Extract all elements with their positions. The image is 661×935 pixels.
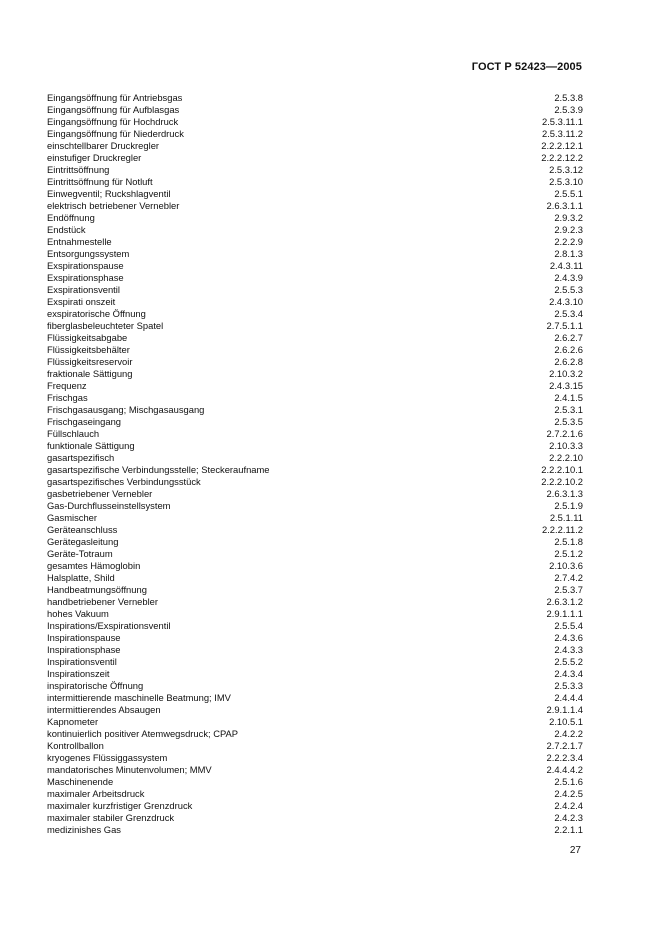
index-term: Entsorgungssystem <box>47 248 130 259</box>
index-term: Halsplatte, Shild <box>47 572 115 583</box>
index-reference: 2.2.2.10.2 <box>541 476 583 487</box>
index-reference: 2.2.2.12.1 <box>541 140 583 151</box>
index-entry <box>47 272 583 284</box>
index-entry <box>47 176 583 188</box>
index-reference: 2.4.4.4 <box>554 692 583 703</box>
index-reference: 2.5.1.8 <box>554 536 583 547</box>
index-reference: 2.5.5.1 <box>554 188 583 199</box>
index-entry <box>47 512 583 524</box>
index-entry <box>47 608 583 620</box>
index-term: Exspirationsventil <box>47 284 120 295</box>
index-entry <box>47 656 583 668</box>
index-reference: 2.10.5.1 <box>549 716 583 727</box>
index-entry <box>47 164 583 176</box>
index-reference: 2.4.2.3 <box>554 812 583 823</box>
index-reference: 2.5.5.3 <box>554 284 583 295</box>
index-entry <box>47 356 583 368</box>
index-entry <box>47 488 583 500</box>
index-entry <box>47 824 583 836</box>
index-reference: 2.6.3.1.2 <box>546 596 583 607</box>
index-term: Gerätegasleitung <box>47 536 119 547</box>
index-term: elektrisch betriebener Vernebler <box>47 200 180 211</box>
index-term: gasartspezifisches Verbindungsstück <box>47 476 201 487</box>
index-reference: 2.4.3.6 <box>554 632 583 643</box>
index-reference: 2.5.3.7 <box>554 584 583 595</box>
index-term: Inspirations/Exspirationsventil <box>47 620 171 631</box>
index-term: Endöffnung <box>47 212 95 223</box>
index-entry <box>47 668 583 680</box>
index-reference: 2.5.5.4 <box>554 620 583 631</box>
index-reference: 2.5.3.10 <box>549 176 583 187</box>
index-entry <box>47 728 583 740</box>
index-term: Eintrittsöffnung für Notluft <box>47 176 153 187</box>
index-entry <box>47 740 583 752</box>
index-term: Flüssigkeitsbehälter <box>47 344 130 355</box>
index-reference: 2.9.1.1.1 <box>546 608 583 619</box>
index-reference: 2.2.2.3.4 <box>546 752 583 763</box>
index-term: Gas-Durchflusseinstellsystem <box>47 500 171 511</box>
index-reference: 2.5.3.4 <box>554 308 583 319</box>
index-term: Frequenz <box>47 380 87 391</box>
index-reference: 2.7.4.2 <box>554 572 583 583</box>
index-entry <box>47 188 583 200</box>
index-reference: 2.2.2.11.2 <box>541 524 583 535</box>
index-reference: 2.5.3.8 <box>554 92 583 103</box>
index-entry <box>47 344 583 356</box>
index-term: exspiratorische Öffnung <box>47 308 146 319</box>
index-reference: 2.6.2.6 <box>554 344 583 355</box>
index-reference: 2.9.3.2 <box>554 212 583 223</box>
index-entry <box>47 200 583 212</box>
index-term: mandatorisches Minutenvolumen; MMV <box>47 764 212 775</box>
index-entry <box>47 620 583 632</box>
index-entry <box>47 632 583 644</box>
index-term: gasartspezifische Verbindungsstelle; Steckeraufname <box>47 464 270 475</box>
index-term: Handbeatmungsöffnung <box>47 584 147 595</box>
index-reference: 2.5.1.6 <box>554 776 583 787</box>
index-reference: 2.4.3.3 <box>554 644 583 655</box>
index-reference: 2.4.4.4.2 <box>546 764 583 775</box>
index-reference: 2.2.2.9 <box>554 236 583 247</box>
index-reference: 2.7.2.1.7 <box>546 740 583 751</box>
index-term: funktionale Sättigung <box>47 440 135 451</box>
index-term: fiberglasbeleuchteter Spatel <box>47 320 164 331</box>
index-reference: 2.4.1.5 <box>554 392 583 403</box>
index-reference: 2.5.3.1 <box>554 404 583 415</box>
index-term: Kontrollballon <box>47 740 104 751</box>
index-entry <box>47 284 583 296</box>
index-entry <box>47 368 583 380</box>
index-term: Kapnometer <box>47 716 99 727</box>
index-term: kryogenes Flüssiggassystem <box>47 752 168 763</box>
index-entry <box>47 692 583 704</box>
index-reference: 2.2.2.12.2 <box>541 152 583 163</box>
index-term: Füllschlauch <box>47 428 100 439</box>
index-entry <box>47 140 583 152</box>
index-term: intermittierende maschinelle Beatmung; IMV <box>47 692 231 703</box>
index-entry <box>47 236 583 248</box>
index-reference: 2.4.3.10 <box>549 296 583 307</box>
index-reference: 2.7.5.1.1 <box>546 320 583 331</box>
index-term: Eintrittsöffnung <box>47 164 110 175</box>
index-entry <box>47 572 583 584</box>
index-entry <box>47 308 583 320</box>
index-reference: 2.4.3.4 <box>554 668 583 679</box>
index-reference: 2.2.2.10.1 <box>541 464 583 475</box>
index-reference: 2.6.3.1.1 <box>546 200 583 211</box>
index-entry <box>47 116 583 128</box>
index-entry <box>47 452 583 464</box>
index-entry <box>47 680 583 692</box>
index-term: maximaler stabiler Grenzdruck <box>47 812 175 823</box>
index-entry <box>47 104 583 116</box>
index-entry <box>47 716 583 728</box>
index-term: inspiratorische Öffnung <box>47 680 144 691</box>
index-entry <box>47 536 583 548</box>
index-reference: 2.4.2.5 <box>554 788 583 799</box>
index-entry <box>47 92 583 104</box>
index-reference: 2.5.3.3 <box>554 680 583 691</box>
index-reference: 2.5.3.11.2 <box>541 128 583 139</box>
index-entry <box>47 260 583 272</box>
index-entry <box>47 524 583 536</box>
index-term: Flüssigkeitsabgabe <box>47 332 128 343</box>
index-term: Inspirationszeit <box>47 668 110 679</box>
index-reference: 2.5.5.2 <box>554 656 583 667</box>
index-entry <box>47 704 583 716</box>
index-term: fraktionale Sättigung <box>47 368 133 379</box>
index-term: Eingangsöffnung für Antriebsgas <box>47 92 183 103</box>
index-term: kontinuierlich positiver Atemwegsdruck; CPAP <box>47 728 239 739</box>
index-reference: 2.5.1.11 <box>549 512 583 523</box>
index-term: Inspirationsventil <box>47 656 117 667</box>
index-entry <box>47 800 583 812</box>
index-term: Maschinenende <box>47 776 114 787</box>
term-index-list <box>47 92 583 836</box>
index-reference: 2.5.1.2 <box>554 548 583 559</box>
index-term: Eingangsöffnung für Aufblasgas <box>47 104 180 115</box>
index-entry <box>47 440 583 452</box>
index-entry <box>47 320 583 332</box>
index-reference: 2.5.3.11.1 <box>541 116 583 127</box>
index-term: Exspirati onszeit <box>47 296 116 307</box>
index-term: Frischgaseingang <box>47 416 122 427</box>
index-entry <box>47 380 583 392</box>
index-term: gasartspezifisch <box>47 452 115 463</box>
index-reference: 2.2.2.10 <box>549 452 583 463</box>
index-term: medizinishes Gas <box>47 824 121 835</box>
index-entry <box>47 212 583 224</box>
index-entry <box>47 788 583 800</box>
index-entry <box>47 416 583 428</box>
index-entry <box>47 476 583 488</box>
index-term: Geräteanschluss <box>47 524 118 535</box>
index-term: Gasmischer <box>47 512 98 523</box>
index-reference: 2.9.1.1.4 <box>546 704 583 715</box>
index-term: gesamtes Hämoglobin <box>47 560 141 571</box>
index-entry <box>47 644 583 656</box>
index-reference: 2.9.2.3 <box>554 224 583 235</box>
index-entry <box>47 752 583 764</box>
index-reference: 2.4.3.15 <box>549 380 583 391</box>
index-term: einschtellbarer Druckregler <box>47 140 160 151</box>
index-term: hohes Vakuum <box>47 608 109 619</box>
index-reference: 2.10.3.2 <box>549 368 583 379</box>
index-entry <box>47 812 583 824</box>
index-term: Eingangsöffnung für Hochdruck <box>47 116 179 127</box>
index-entry <box>47 152 583 164</box>
index-term: Einwegventil; Ruckshlagventil <box>47 188 171 199</box>
index-term: maximaler Arbeitsdruck <box>47 788 145 799</box>
index-term: Endstück <box>47 224 86 235</box>
index-entry <box>47 584 583 596</box>
index-reference: 2.2.1.1 <box>554 824 583 835</box>
index-reference: 2.10.3.6 <box>549 560 583 571</box>
index-entry <box>47 224 583 236</box>
index-entry <box>47 332 583 344</box>
index-entry <box>47 296 583 308</box>
index-term: intermittierendes Absaugen <box>47 704 161 715</box>
index-term: Frischgasausgang; Mischgasausgang <box>47 404 205 415</box>
index-reference: 2.5.3.5 <box>554 416 583 427</box>
index-entry <box>47 428 583 440</box>
index-reference: 2.5.3.9 <box>554 104 583 115</box>
index-entry <box>47 464 583 476</box>
index-entry <box>47 548 583 560</box>
index-entry <box>47 392 583 404</box>
index-term: Exspirationsphase <box>47 272 124 283</box>
index-term: Inspirationsphase <box>47 644 121 655</box>
index-term: handbetriebener Vernebler <box>47 596 159 607</box>
index-reference: 2.4.3.11 <box>549 260 583 271</box>
index-entry <box>47 128 583 140</box>
index-reference: 2.4.2.2 <box>554 728 583 739</box>
document-code-header: ГОСТ Р 52423—2005 <box>471 61 582 73</box>
index-term: gasbetriebener Vernebler <box>47 488 153 499</box>
index-term: Exspirationspause <box>47 260 124 271</box>
index-reference: 2.7.2.1.6 <box>546 428 583 439</box>
index-entry <box>47 776 583 788</box>
index-entry <box>47 560 583 572</box>
index-term: Flüssigkeitsreservoir <box>47 356 133 367</box>
index-term: Entnahmestelle <box>47 236 112 247</box>
index-reference: 2.4.3.9 <box>554 272 583 283</box>
index-reference: 2.6.3.1.3 <box>546 488 583 499</box>
index-term: Inspirationspause <box>47 632 121 643</box>
index-reference: 2.5.3.12 <box>549 164 583 175</box>
index-reference: 2.5.1.9 <box>554 500 583 511</box>
index-reference: 2.4.2.4 <box>554 800 583 811</box>
index-entry <box>47 500 583 512</box>
page-number: 27 <box>569 845 581 856</box>
index-entry <box>47 248 583 260</box>
index-reference: 2.8.1.3 <box>554 248 583 259</box>
index-entry <box>47 764 583 776</box>
index-term: Eingangsöffnung für Niederdruck <box>47 128 184 139</box>
index-term: Geräte-Totraum <box>47 548 113 559</box>
index-reference: 2.6.2.7 <box>554 332 583 343</box>
index-term: Frischgas <box>47 392 88 403</box>
index-reference: 2.6.2.8 <box>554 356 583 367</box>
index-entry <box>47 596 583 608</box>
index-term: einstufiger Druckregler <box>47 152 142 163</box>
index-reference: 2.10.3.3 <box>549 440 583 451</box>
index-term: maximaler kurzfristiger Grenzdruck <box>47 800 193 811</box>
index-entry <box>47 404 583 416</box>
